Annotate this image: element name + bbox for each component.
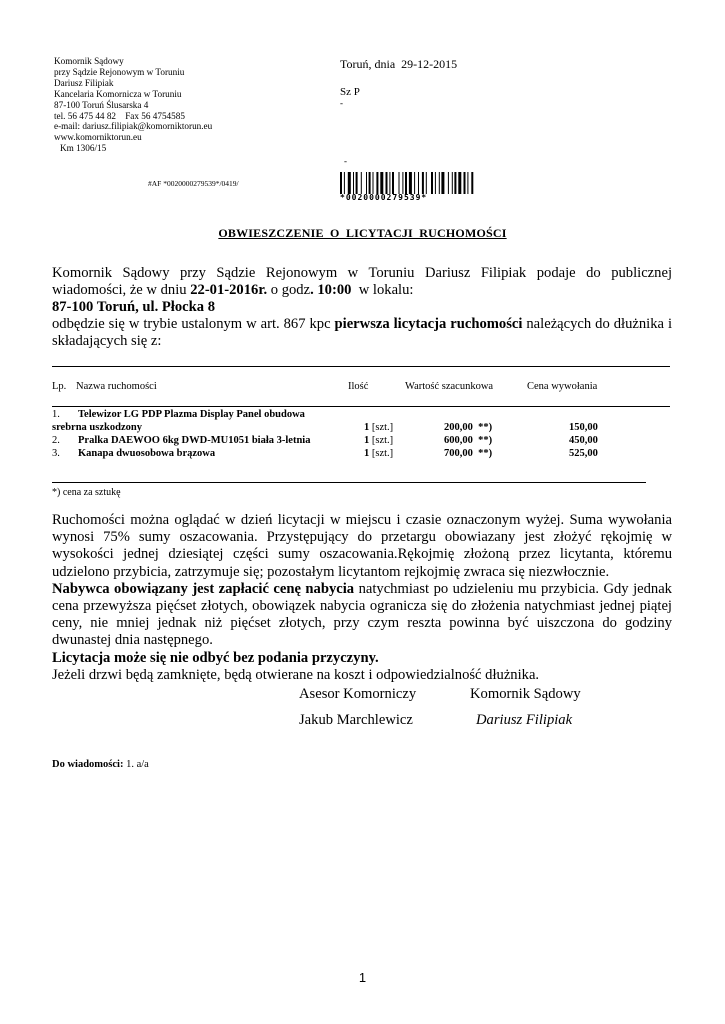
- barcode-bar: [348, 172, 351, 194]
- signature-left-name: Jakub Marchlewicz: [299, 712, 413, 728]
- qty-value: 1: [364, 435, 370, 446]
- table-body: [52, 408, 672, 460]
- cancel-notice: Licytacja może się nie odbyć bez podania przyczyny.: [52, 649, 379, 666]
- barcode-bar: [422, 172, 424, 194]
- barcode-text: *0020000279539*: [340, 193, 428, 202]
- sender-website: www.komorniktorun.eu: [54, 132, 142, 143]
- body-paragraph-doors: Jeżeli drzwi będą zamknięte, będą otwierane na koszt i odpowiedzialność dłużnika.: [52, 666, 540, 683]
- barcode-bar: [448, 172, 449, 194]
- reference: Sz P: [340, 86, 360, 98]
- document-title: OBWIESZCZENIE O LICYTACJI RUCHOMOŚCI: [218, 226, 507, 240]
- row-name: Pralka DAEWOO 6kg DWD-MU1051 biała 3-letnia: [78, 435, 311, 446]
- auction-date: 22-01-2016r.: [190, 282, 268, 298]
- body-paragraph-payment: [52, 581, 672, 650]
- barcode-bar: [353, 172, 354, 194]
- distribution-value: 1. a/a: [123, 759, 149, 770]
- row-qty: [364, 421, 393, 434]
- row-value: 600,00 **): [444, 435, 493, 446]
- row-name: Kanapa dwuosobowa brązowa: [78, 448, 216, 459]
- barcode-bar: [380, 172, 383, 194]
- signature-right-title: Komornik Sądowy: [470, 686, 581, 702]
- col-qty: Ilość: [348, 381, 369, 392]
- signature-left-title: Asesor Komorniczy: [299, 686, 417, 702]
- table-row: [52, 408, 672, 421]
- col-name: Nazwa ruchomości: [76, 381, 157, 392]
- row-lp: 3.: [52, 448, 60, 459]
- body-paragraph-viewing: Ruchomości można oglądać w dzień licytacji w miejscu i czasie oznaczonym wyżej. Suma wywołania wynosi 75% sumy oszacowania. Przystępujący do przetargu obowiazany jest złożyć rękojmię w wysokości jednej dziesiątej części sumy oszacowania.Rękojmię złożoną przez licytanta, któremu udzielono przybicia, zatrzymuje się; pozostałym licytantom rejkojmię zwraca się niezwłocznie.: [52, 512, 672, 580]
- auction-type: pierwsza licytacja ruchomości: [334, 316, 523, 332]
- barcode-bar: [402, 172, 403, 194]
- row-price: 450,00: [569, 435, 598, 446]
- barcode-bar: [340, 172, 342, 194]
- payment-text: natychmiast po udzieleniu mu przybicia. Gdy jednak cena przewyższa pięćset złotych, obowiązek nabycia ogranicza się do złożenia natychmiast jednej piątej ceny, nie mniej jednak niż pięćset złotych, przy czym reszta powinna być uiszczona do godziny dwunastej dnia następnego.: [52, 580, 672, 649]
- auction-address-text: 87-100 Toruń, ul. Płocka 8: [52, 299, 215, 315]
- table-rule-top: [52, 366, 670, 367]
- barcode-bar: [386, 172, 388, 194]
- barcode-bar: [467, 172, 468, 194]
- barcode-bar: [399, 172, 400, 194]
- barcode-bar: [366, 172, 367, 194]
- row-qty: [364, 434, 393, 447]
- sender-line: Komornik Sądowy: [54, 56, 124, 66]
- barcode-bar: [418, 172, 419, 194]
- table-row: [52, 447, 672, 460]
- reference-dot: -: [340, 98, 343, 108]
- case-number: Km 1306/15: [60, 143, 107, 154]
- af-code: #AF *0020000279539*/0419/: [148, 179, 239, 188]
- intro-text: w lokalu:: [351, 282, 414, 298]
- barcode-bar: [441, 172, 444, 194]
- row-value: 200,00 **): [444, 422, 493, 433]
- barcode-bar: [369, 172, 371, 194]
- barcode-bar: [452, 172, 453, 194]
- col-lp: Lp.: [52, 381, 67, 392]
- intro-line-5: składających się z:: [52, 333, 162, 349]
- row-name: Telewizor LG PDP Plazma Display Panel obudowa: [78, 409, 305, 420]
- row-lp: 2.: [52, 435, 60, 446]
- barcode-icon: [340, 172, 515, 194]
- sender-line: Dariusz Filipiak: [54, 77, 114, 88]
- reference-block: [340, 86, 360, 108]
- qty-value: 1: [364, 448, 370, 459]
- barcode-bar: [464, 172, 466, 194]
- barcode-bar: [471, 172, 473, 194]
- footnote: *) cena za sztukę: [52, 487, 121, 498]
- sender-phone: tel. 56 475 44 82 Fax 56 4754585: [54, 110, 185, 121]
- row-value: 700,00 **): [444, 448, 493, 459]
- body-paragraph-cancel: [52, 650, 672, 667]
- table-rule-bottom: [52, 482, 646, 483]
- sender-line: 87-100 Toruń Ślusarska 4: [54, 99, 149, 110]
- barcode: [340, 172, 515, 202]
- intro-text: wiadomości, że w dniu: [52, 282, 191, 298]
- sender-email: e-mail: dariusz.filipiak@komorniktorun.eu: [54, 121, 213, 132]
- row-lp: 1.: [52, 409, 60, 420]
- col-value: Wartość szacunkowa: [405, 381, 494, 392]
- barcode-bar: [361, 172, 362, 194]
- table-row: [52, 421, 672, 434]
- intro-paragraph: [52, 265, 672, 350]
- barcode-bar: [405, 172, 407, 194]
- table-rule-header: [52, 406, 670, 407]
- row-name-cont: srebrna uszkodzony: [52, 422, 142, 433]
- table-row: [52, 434, 672, 447]
- row-price: 150,00: [569, 422, 598, 433]
- qty-value: 1: [364, 422, 370, 433]
- tick-mark: -: [344, 156, 347, 166]
- barcode-bar: [435, 172, 436, 194]
- barcode-bar: [344, 172, 345, 194]
- barcode-bar: [389, 172, 390, 194]
- intro-line-2: [52, 282, 672, 299]
- intro-text: o godz: [267, 282, 311, 298]
- auction-address: [52, 299, 672, 316]
- row-qty: [364, 447, 393, 460]
- barcode-bar: [356, 172, 358, 194]
- col-price: Cena wywołania: [527, 381, 598, 392]
- payment-obligation: Nabywca obowiązany jest zapłacić cenę nabycia: [52, 580, 355, 597]
- sender-line: przy Sądzie Rejonowym w Toruniu: [54, 66, 185, 77]
- barcode-bar: [431, 172, 433, 194]
- barcode-bar: [426, 172, 427, 194]
- intro-line-4: [52, 316, 672, 333]
- page-number: 1: [358, 970, 367, 985]
- qty-unit: [szt.]: [369, 448, 394, 459]
- barcode-bar: [376, 172, 378, 194]
- auction-time: . 10:00: [310, 282, 352, 298]
- distribution-label: Do wiadomości:: [52, 759, 124, 770]
- barcode-bar: [414, 172, 415, 194]
- qty-unit: [szt.]: [369, 422, 394, 433]
- barcode-bar: [392, 172, 394, 194]
- barcode-bar: [373, 172, 374, 194]
- barcode-bar: [454, 172, 456, 194]
- place-date: Toruń, dnia 29-12-2015: [340, 57, 458, 71]
- body-text: [52, 512, 672, 684]
- intro-text: odbędzie się w trybie ustalonym w art. 867 kpc: [52, 316, 335, 332]
- signature-right-name: Dariusz Filipiak: [476, 712, 573, 728]
- sender-block: [54, 56, 212, 154]
- intro-line-1: Komornik Sądowy przy Sądzie Rejonowym w Toruniu Dariusz Filipiak podaje do publicznej: [52, 265, 672, 281]
- barcode-bar: [439, 172, 440, 194]
- row-price: 525,00: [569, 448, 598, 459]
- sender-line: Kancelaria Komornicza w Toruniu: [54, 88, 182, 99]
- barcode-bar: [458, 172, 461, 194]
- barcode-bar: [409, 172, 412, 194]
- intro-text: należących do dłużnika i: [522, 316, 673, 332]
- qty-unit: [szt.]: [369, 435, 394, 446]
- distribution: [52, 759, 149, 770]
